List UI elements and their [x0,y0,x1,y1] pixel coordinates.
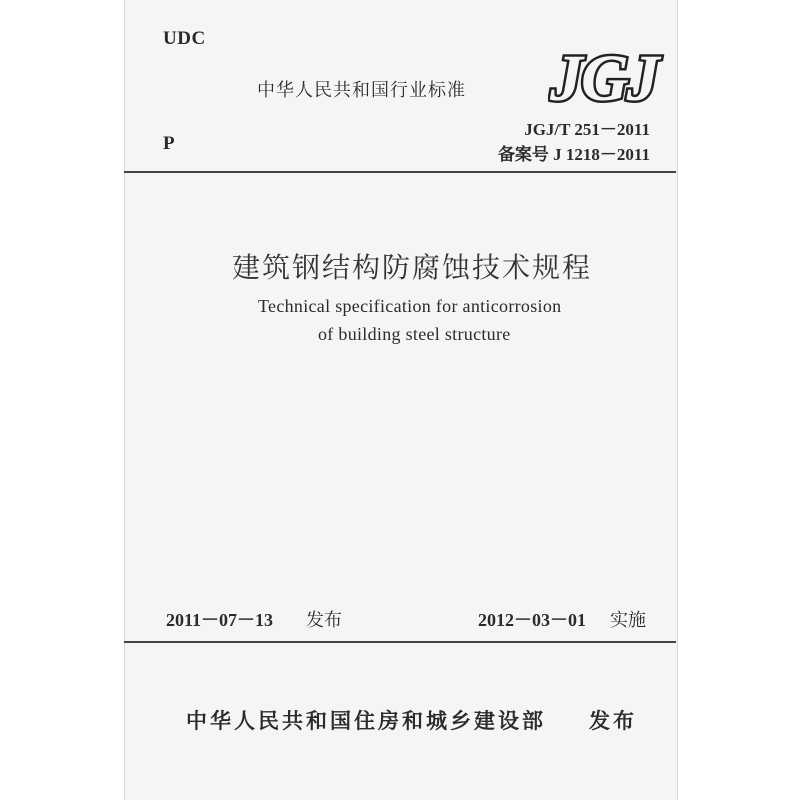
top-divider [124,171,676,173]
title-english-line2: of building steel structure [318,324,511,344]
issue-date: 2011－07－13 [166,610,274,630]
issue-label: 发布 [306,610,342,631]
title-english-line1: Technical specification for anticorrosion [258,296,562,316]
jgj-logo [548,40,666,114]
publish-label: 发布 [589,709,637,733]
implement-label: 实施 [610,610,646,631]
category-code: P [163,133,175,154]
standard-type: 中华人民共和国行业标准 [257,80,466,101]
publisher: 中华人民共和国住房和城乡建设部 [186,709,546,733]
standard-number: JGJ/T 251－2011 [524,120,650,139]
implement-date: 2012－03－01 [478,610,586,630]
bottom-divider [124,641,676,643]
udc-label: UDC [163,28,206,49]
jgj-logo-text: JGJ [550,42,658,114]
record-number: 备案号 J 1218－2011 [497,145,650,164]
title-chinese: 建筑钢结构防腐蚀技术规程 [232,251,593,284]
